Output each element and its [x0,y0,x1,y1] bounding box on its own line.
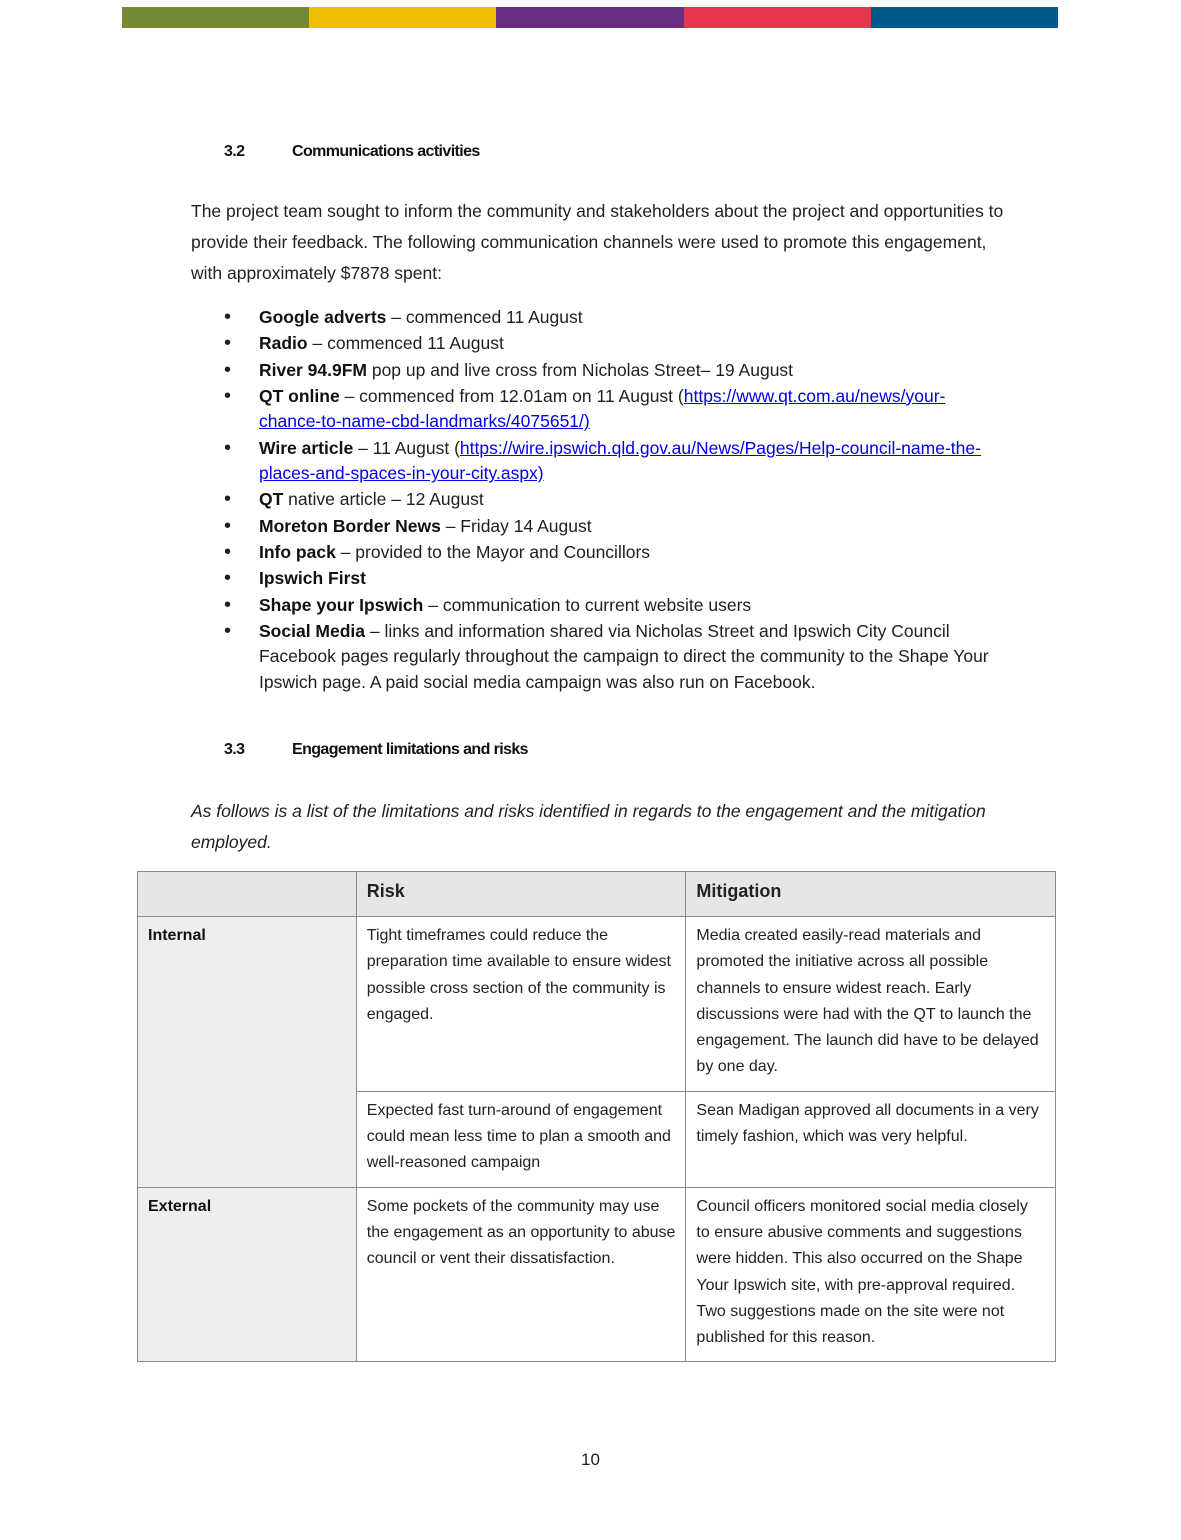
bar-segment-yellow [309,7,496,28]
channel-detail: – commenced from 12.01am on 11 August ( [339,385,684,406]
channel-detail: – communication to current website users [423,594,752,615]
channel-list [224,305,1004,696]
bar-segment-blue [871,7,1058,28]
bar-segment-green [122,7,309,28]
list-item [224,331,1004,357]
list-item [224,566,1004,592]
channel-name: Ipswich First [259,568,366,589]
header-empty [138,872,357,917]
table-row [138,1091,1056,1187]
header-risk: Risk [356,872,686,917]
channel-detail: – Friday 14 August [440,515,592,536]
channel-name: QT online [259,385,340,406]
channel-detail: pop up and live cross from Nicholas Street– 19 August [366,359,794,380]
bar-segment-purple [496,7,683,28]
channel-detail: – commenced 11 August [386,307,583,327]
channel-name: Moreton Border News [259,515,441,536]
page-number: 10 [581,1450,600,1469]
list-item [224,487,1004,513]
list-item [224,619,1004,696]
section-number: 3.2 [224,143,245,160]
channel-name: Social Media [259,620,366,641]
section-title: Communications activities [292,143,480,160]
category-cell [138,1091,357,1187]
category-cell: External [138,1187,357,1362]
table-row [138,1187,1056,1362]
limitations-intro: As follows is a list of the limitations and risks identified in regards to the engagement and the mitigation employed. [191,801,986,852]
brand-color-bar [122,7,1058,28]
channel-detail: native article – 12 August [283,489,484,510]
mitigation-cell: Media created easily-read materials and promoted the initiative across all possible channels to ensure widest reach. Early discussions were had with the QT to launch the engagement. The launch did have to be delayed by one day. [686,917,1056,1092]
channel-name: Info pack [259,542,336,563]
channel-name: QT [259,489,284,510]
section-number: 3.3 [224,741,245,758]
qt-online-link[interactable]: https://www.qt.com.au/news/your-chance-to-name-cbd-landmarks/4075651/) [259,385,946,432]
risk-cell: Tight timeframes could reduce the preparation time available to ensure widest possible cross section of the community is engaged. [356,917,686,1092]
wire-article-link[interactable]: https://wire.ipswich.qld.gov.au/News/Pages/Help-council-name-the-places-and-spaces-in-your-city.aspx) [259,437,981,484]
list-item [224,593,1004,619]
header-mitigation: Mitigation [686,872,1056,917]
section-heading-3-3 [224,741,528,759]
section-title: Engagement limitations and risks [292,741,528,758]
list-item [224,540,1004,566]
bar-segment-red [684,7,871,28]
risk-table [137,871,1056,1362]
channel-detail: – provided to the Mayor and Councillors [335,542,651,563]
risk-cell: Some pockets of the community may use the engagement as an opportunity to abuse council or vent their dissatisfaction. [356,1187,686,1362]
channel-name: Google adverts [259,307,387,327]
table-row [138,917,1056,1092]
section-heading-3-2 [224,143,480,161]
channel-detail: – 11 August ( [353,437,460,458]
channel-name: Radio [259,333,308,354]
channel-detail: – links and information shared via Nicholas Street and Ipswich City Council Facebook pages regularly throughout the campaign to direct the community to the Shape Your Ipswich page. A paid social media campaign was also run on Facebook. [259,620,989,692]
channel-name: Shape your Ipswich [259,594,424,615]
risk-cell: Expected fast turn-around of engagement could mean less time to plan a smooth and well-reasoned campaign [356,1091,686,1187]
list-item [224,436,1004,487]
category-cell: Internal [138,917,357,1092]
list-item [224,305,1004,331]
table-header-row [138,872,1056,917]
channel-detail: – commenced 11 August [307,333,504,354]
mitigation-cell: Council officers monitored social media closely to ensure abusive comments and suggestions were hidden. This also occurred on the Shape Your Ipswich site, with pre-approval required. Two suggestions made on the site were not published for this reason. [686,1187,1056,1362]
list-item [224,358,1004,384]
mitigation-cell: Sean Madigan approved all documents in a very timely fashion, which was very helpful. [686,1091,1056,1187]
channel-name: River 94.9FM [259,359,367,380]
list-item [224,384,1004,435]
channel-name: Wire article [259,437,354,458]
communications-intro: The project team sought to inform the community and stakeholders about the project and opportunities to provide their feedback. The following communication channels were used to promote this engagement, with approximately $7878 spent: [191,201,1004,283]
list-item [224,514,1004,540]
